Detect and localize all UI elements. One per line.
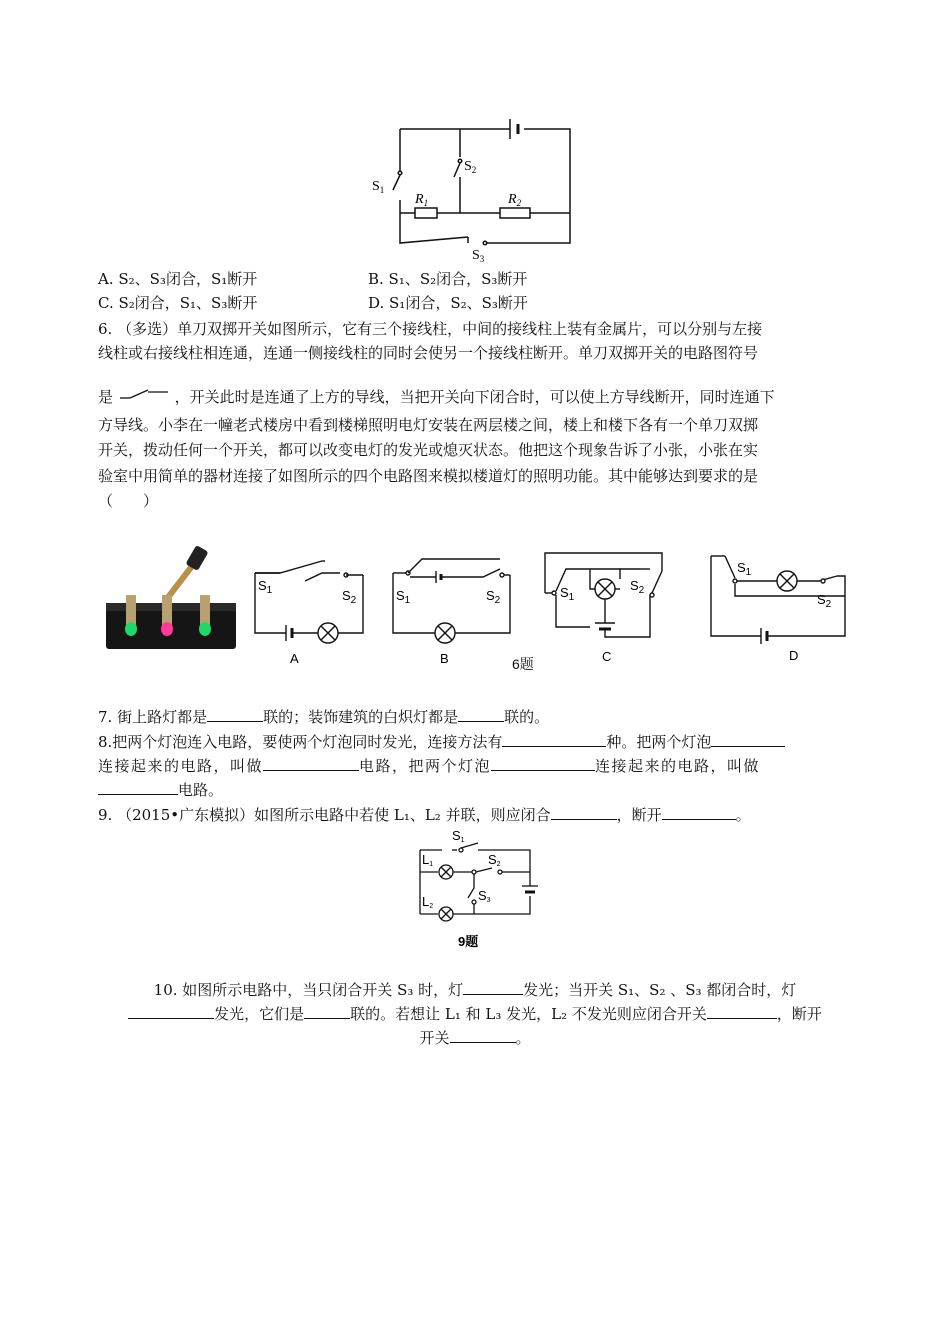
q6a-label: A xyxy=(290,651,299,666)
q5-s1-label: $S_1$ xyxy=(372,179,385,195)
q10-text-2: 发光；当开关 S₁、S₂ 、S₃ 都闭合时，灯 xyxy=(523,981,797,999)
q10-blank-5[interactable] xyxy=(450,1026,516,1043)
q7-line xyxy=(98,705,549,728)
q9-blank-1[interactable] xyxy=(551,803,617,820)
q8-blank-2[interactable] xyxy=(711,730,785,747)
q8-blank-4[interactable] xyxy=(491,754,595,771)
q10-text-6: 开关 xyxy=(419,1029,450,1047)
q5-s3-label: $S_3$ xyxy=(472,248,485,264)
q10-line-3 xyxy=(0,1026,950,1049)
q6d-s1-label: $S_1$ xyxy=(737,560,752,578)
q8-line-2 xyxy=(98,754,760,777)
q10-text-4: 联的。若想让 L₁ 和 L₃ 发光，L₂ 不发光则应闭合开关 xyxy=(350,1005,707,1023)
q6c-s2-label: $S_2$ xyxy=(630,578,645,596)
q6-line-5: 开关，拨动任何一个开关，都可以改变电灯的发光或熄灭状态。他把这个现象告诉了小张，小张在实 xyxy=(98,441,759,459)
q6-figure-caption: 6题 xyxy=(512,656,534,672)
q6-line-4: 方导线。小李在一幢老式楼房中看到楼梯照明电灯安装在两层楼之间，楼上和楼下各有一个单刀双掷 xyxy=(98,416,759,434)
q7-text-2: 联的；装饰建筑的白炽灯都是 xyxy=(263,708,459,726)
q9-s2-label: S2 xyxy=(488,852,501,868)
q6a-s1-label: $S_1$ xyxy=(258,578,273,596)
q9-text-3: 。 xyxy=(735,806,751,824)
q5-option-a[interactable]: A. S₂、S₃闭合，S₁断开 xyxy=(98,270,258,288)
q5-r2-label: $R_2$ xyxy=(508,192,522,208)
q8-text-1: 8.把两个灯泡连入电路，要使两个灯泡同时发光，连接方法有 xyxy=(98,733,503,751)
q10-line-1 xyxy=(0,978,950,1001)
q6d-label: D xyxy=(789,648,799,663)
q6-line-3-post: ，开关此时是连通了上方的导线，当把开关向下闭合时，可以使上方导线断开，同时连通下 xyxy=(174,388,775,406)
q6b-s2-label: $S_2$ xyxy=(486,588,501,606)
q6c-s1-label: $S_1$ xyxy=(560,585,575,603)
q7-blank-2[interactable] xyxy=(458,705,504,722)
q9-s1-label: S1 xyxy=(452,828,465,844)
q6b-label: B xyxy=(440,651,449,666)
spdt-switch-symbol-icon xyxy=(118,384,170,406)
q8-blank-3[interactable] xyxy=(263,754,359,771)
q8-blank-5[interactable] xyxy=(98,778,178,795)
q6a-s2-label: $S_2$ xyxy=(342,588,357,606)
q10-text-7: 。 xyxy=(515,1029,531,1047)
knife-switch-photo xyxy=(104,545,244,655)
q10-blank-3[interactable] xyxy=(304,1002,350,1019)
q9-line xyxy=(98,803,751,826)
q8-blank-1[interactable] xyxy=(502,730,606,747)
q6d-s2-label: $S_2$ xyxy=(817,592,832,610)
q6-circuit-d[interactable] xyxy=(705,548,855,666)
q7-blank-1[interactable] xyxy=(207,705,263,722)
q8-line-3 xyxy=(98,778,223,801)
q6-line-3-pre: 是 xyxy=(98,388,114,406)
q10-line-2 xyxy=(0,1002,950,1025)
q6-line-3 xyxy=(98,384,775,408)
q10-blank-4[interactable] xyxy=(707,1002,777,1019)
q8-text-4: 电路，把两个灯泡 xyxy=(359,757,492,775)
q8-text-2: 种。把两个灯泡 xyxy=(606,733,712,751)
q9-text-1: 9. （2015•广东模拟）如图所示电路中若使 L₁、L₂ 并联，则应闭合 xyxy=(98,806,551,824)
q5-option-c[interactable]: C. S₂闭合，S₁、S₃断开 xyxy=(98,294,258,312)
q9-circuit-diagram xyxy=(412,828,542,953)
q10-blank-2[interactable] xyxy=(128,1002,214,1019)
q5-option-b[interactable]: B. S₁、S₂闭合，S₃断开 xyxy=(368,270,528,288)
q9-blank-2[interactable] xyxy=(662,803,736,820)
q10-text-3: 发光，它们是 xyxy=(214,1005,305,1023)
q8-line-1 xyxy=(98,730,785,753)
q5-s2-label: $S_2$ xyxy=(464,159,477,175)
q6-circuit-a[interactable] xyxy=(250,555,370,667)
q7-text-3: 联的。 xyxy=(504,708,550,726)
q9-l2-label: L2 xyxy=(422,894,434,910)
q7-text-1: 7. 街上路灯都是 xyxy=(98,708,208,726)
q6-circuit-b[interactable] xyxy=(388,555,518,667)
q5-circuit-diagram xyxy=(360,115,590,265)
q9-l1-label: L1 xyxy=(422,852,434,868)
q6-line-1: 6. （多选）单刀双掷开关如图所示，它有三个接线柱，中间的接线柱上装有金属片，可以分别与左接 xyxy=(98,320,763,338)
q9-s3-label: S3 xyxy=(478,888,491,904)
q6b-s1-label: $S_1$ xyxy=(396,588,411,606)
q6-line-6: 验室中用简单的器材连接了如图所示的四个电路图来模拟楼道灯的照明功能。其中能够达到要求的是 xyxy=(98,467,759,485)
q9-text-2: ，断开 xyxy=(616,806,662,824)
q6-circuit-c[interactable] xyxy=(540,545,675,667)
q5-option-d[interactable]: D. S₁闭合，S₂、S₃断开 xyxy=(368,294,528,312)
q6-line-7: （ ） xyxy=(98,492,159,510)
q10-blank-1[interactable] xyxy=(463,978,523,995)
q6c-label: C xyxy=(602,649,612,664)
q9-figure-caption: 9题 xyxy=(458,934,479,949)
q8-text-6: 电路。 xyxy=(178,781,224,799)
q6-line-2: 线柱或右接线柱相连通，连通一侧接线柱的同时会使另一个接线柱断开。单刀双掷开关的电路图符号 xyxy=(98,344,759,362)
q10-text-1: 10. 如图所示电路中，当只闭合开关 S₃ 时，灯 xyxy=(153,981,464,999)
q8-text-3: 连接起来的电路，叫做 xyxy=(98,757,264,775)
q10-text-5: ，断开 xyxy=(776,1005,822,1023)
q5-r1-label: $R_1$ xyxy=(415,192,429,208)
q8-text-5: 连接起来的电路，叫做 xyxy=(595,757,761,775)
